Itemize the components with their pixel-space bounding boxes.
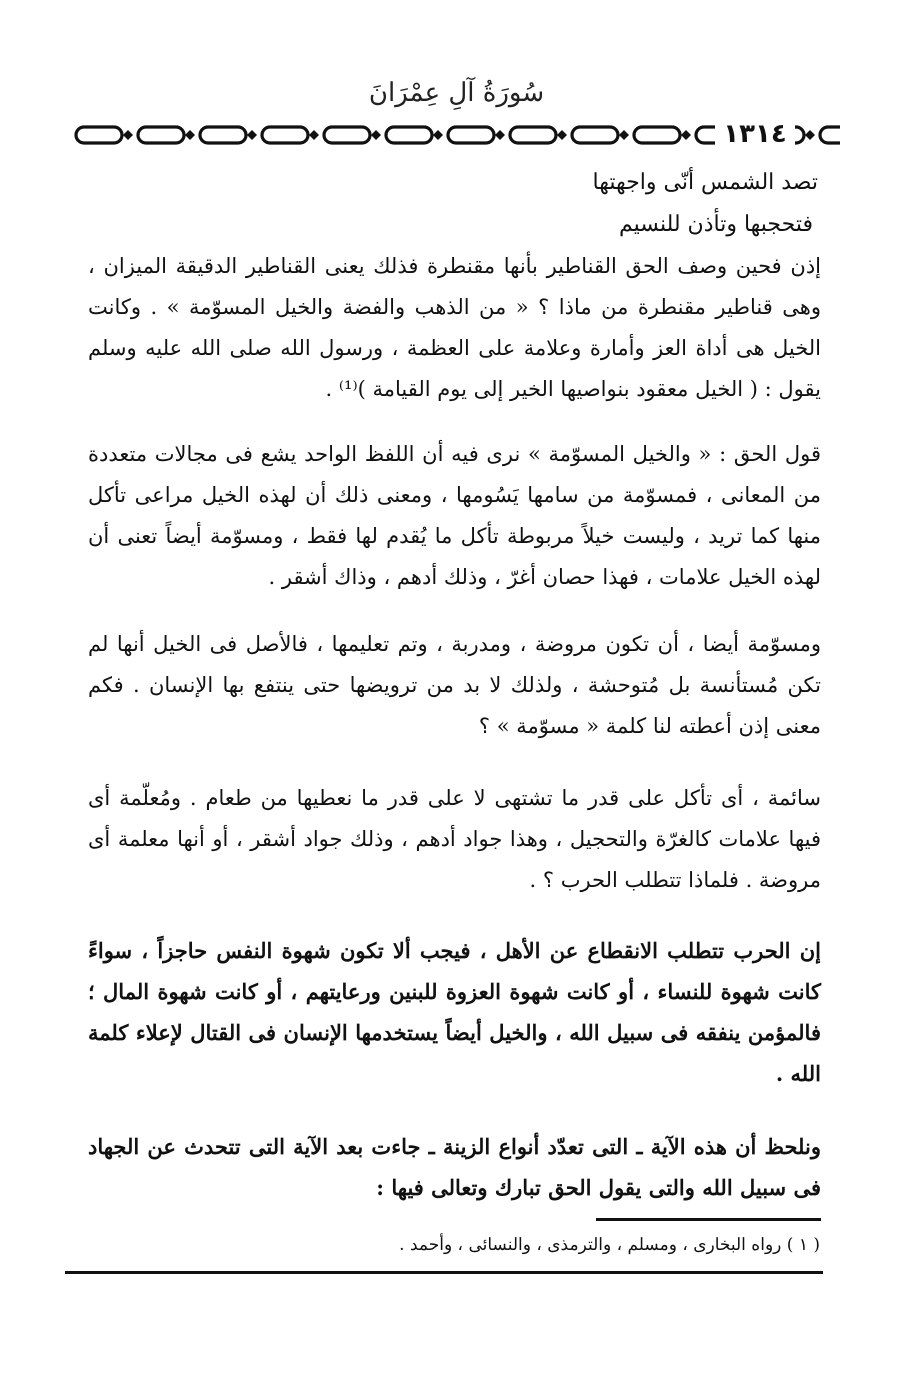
footnote-divider [596, 1218, 821, 1221]
poem-line-1: تصد الشمس أنّى واجهتها [592, 170, 818, 195]
paragraph-1: إذن فحين وصف الحق القناطير بأنها مقنطرة فذلك يعنى القناطير الدقيقة الميزان ، وهى قناطير مقنطرة من ماذا ؟ « من الذهب والفضة والخيل المسوّمة » . وكانت الخيل هى أداة العز وأمارة وعلامة على العظمة ، ورسول الله صلى الله عليه وسلم يقول : ( الخيل معقود بنواصيها الخير إلى يوم القيامة )⁽¹⁾ . [88, 254, 821, 401]
paragraph-6: ونلحظ أن هذه الآية ـ التى تعدّد أنواع الزينة ـ جاءت بعد الآية التى تتحدث عن الجهاد فى سبيل الله والتى يقول الحق تبارك وتعالى فيها : [88, 1134, 821, 1200]
bottom-rule [65, 1271, 823, 1274]
footnote: ( ١ ) رواه البخارى ، ومسلم ، والترمذى ، والنسائى ، وأحمد . [399, 1235, 820, 1255]
page-number: ١٣١٤ [715, 117, 795, 151]
surah-title: سُورَةُ آلِ عِمْرَانَ [368, 78, 545, 108]
paragraph-4: سائمة ، أى تأكل على قدر ما تشتهى لا على قدر ما نعطيها من طعام . ومُعلّمة أى فيها علامات كالغرّة والتحجيل ، وهذا جواد أدهم ، وذلك جواد أشقر ، أو أنها معلمة أى مروضة . فلماذا تتطلب الحرب ؟ . [88, 786, 821, 892]
paragraph-3: ومسوّمة أيضا ، أن تكون مروضة ، ومدربة ، وتم تعليمها ، فالأصل فى الخيل أنها لم تكن مُستأنسة بل مُتوحشة ، ولذلك لا بد من ترويضها حتى ينتفع بها الإنسان . فكم معنى إذن أعطته لنا كلمة « مسوّمة » ؟ [88, 632, 821, 738]
paragraph-2: قول الحق : « والخيل المسوّمة » نرى فيه أن اللفظ الواحد يشع فى مجالات متعددة من المعانى ، فمسوّمة من سامها يَسُومها ، ومعنى ذلك أن لهذه الخيل مراعى تأكل منها كما تريد ، وليست خيلاً مربوطة تأكل ما يُقدم لها فقط ، ومسوّمة أيضاً تعنى أن لهذه الخيل علامات ، فهذا حصان أغرّ ، وذلك أدهم ، وذاك أشقر . [88, 442, 821, 589]
poem-line-2: فتحجبها وتأذن للنسيم [619, 212, 813, 237]
paragraph-5: إن الحرب تتطلب الانقطاع عن الأهل ، فيجب ألا تكون شهوة النفس حاجزاً ، سواءً كانت شهوة للنساء ، أو كانت شهوة العزوة للبنين ورعايتهم ، أو كانت شهوة المال ؛ فالمؤمن ينفقه فى سبيل الله ، والخيل أيضاً يستخدمها الإنسان فى القتال لإعلاء كلمة الله . [88, 938, 821, 1086]
